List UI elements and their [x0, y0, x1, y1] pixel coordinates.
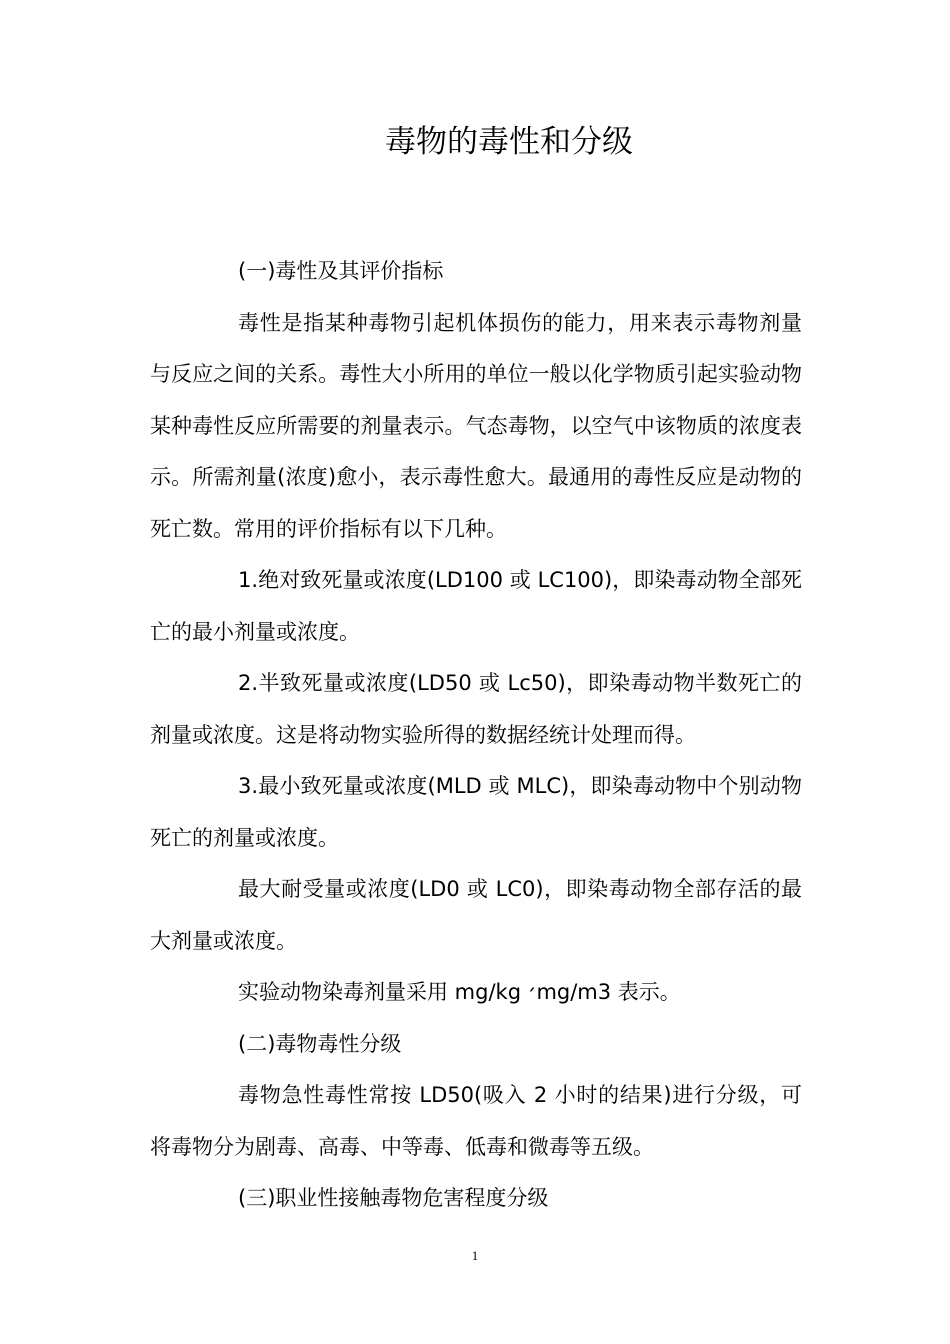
paragraph-ld50: 2.半致死量或浓度(LD50 或 Lc50)，即染毒动物半数死亡的剂量或浓度。这是将动物实验所得的数据经统计处理而得。	[150, 671, 802, 747]
paragraph-ld0: 最大耐受量或浓度(LD0 或 LC0)，即染毒动物全部存活的最大剂量或浓度。	[150, 877, 802, 953]
document-body	[150, 246, 802, 1225]
paragraph-ld100: 1.绝对致死量或浓度(LD100 或 LC100)，即染毒动物全部死亡的最小剂量或浓度。	[150, 568, 802, 644]
paragraph-acute-toxicity-grading: 毒物急性毒性常按 LD50(吸入 2 小时的结果)进行分级，可将毒物分为剧毒、高毒、中等毒、低毒和微毒等五级。	[150, 1083, 802, 1159]
page-number: 1	[471, 1248, 479, 1263]
paragraph-mld: 3.最小致死量或浓度(MLD 或 MLC)，即染毒动物中个别动物死亡的剂量或浓度。	[150, 774, 802, 850]
section-heading-toxicity-indicators: (一)毒性及其评价指标	[238, 259, 444, 283]
paragraph-toxicity-definition: 毒性是指某种毒物引起机体损伤的能力，用来表示毒物剂量与反应之间的关系。毒性大小所用的单位一般以化学物质引起实验动物某种毒性反应所需要的剂量表示。气态毒物，以空气中该物质的浓度表示。所需剂量(浓度)愈小，表示毒性愈大。最通用的毒性反应是动物的死亡数。常用的评价指标有以下几种。	[150, 310, 802, 541]
section-heading-toxicity-grading: (二)毒物毒性分级	[238, 1031, 402, 1056]
section-heading-occupational-hazard: (三)职业性接触毒物危害程度分级	[238, 1186, 549, 1210]
document-title: 毒物的毒性和分级	[385, 124, 633, 160]
paragraph-dose-units: 实验动物染毒剂量采用 mg/kg ׳mg/m3 表示。	[238, 980, 681, 1004]
